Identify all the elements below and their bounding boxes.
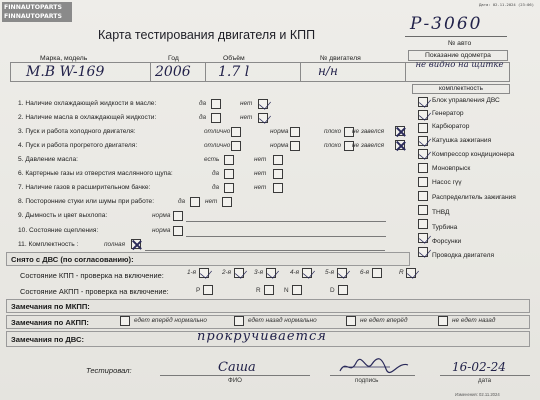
car-number-handwritten: Р-3060 — [410, 14, 483, 34]
kpp-label: Состояние КПП - проверка на включение: — [20, 271, 164, 280]
kit-checkbox-tnvd[interactable] — [418, 205, 428, 215]
kit-checkbox-ignition-coil[interactable] — [418, 136, 428, 146]
opt-normal-label: норма — [270, 142, 289, 149]
kit-checkbox-turbine[interactable] — [418, 219, 428, 229]
tested-by-label: Тестировал: — [86, 366, 132, 375]
gear-4-label: 4-я — [290, 269, 300, 276]
akpp-forward-normal-label: едет вперёд нормально — [134, 317, 207, 324]
fio-handwritten: Саша — [218, 360, 256, 375]
odometer-handwritten: не видно на щитке — [415, 60, 504, 70]
akpp-no-back-checkbox[interactable] — [438, 316, 448, 326]
q11-notes-line[interactable] — [145, 250, 385, 251]
akpp-back-normal-label: едет назад нормально — [248, 317, 317, 324]
opt-no-label: нет — [254, 170, 267, 177]
opt-not-started-label: не завелся — [352, 142, 385, 149]
q3-excellent-checkbox[interactable] — [231, 127, 241, 137]
question-6: 6. Картерные газы из отверстия маслянного щупа: — [18, 170, 173, 177]
opt-present-label: есть — [204, 156, 220, 163]
mode-r-checkbox[interactable] — [264, 285, 274, 295]
q1-no-checkbox[interactable] — [258, 99, 268, 109]
opt-not-started-label: не завелся — [352, 128, 385, 135]
date-line — [440, 375, 530, 376]
page-title: Карта тестирования двигателя и КПП — [98, 28, 316, 42]
akpp-back-normal-checkbox[interactable] — [234, 316, 244, 326]
opt-no-label: нет — [240, 100, 253, 107]
q2-no-checkbox[interactable] — [258, 113, 268, 123]
kit-checkbox-carburetor[interactable] — [418, 123, 428, 133]
col-engine-number: № двигателя — [320, 55, 361, 62]
kit-checkbox-ac-compressor[interactable] — [418, 149, 428, 159]
q6-no-checkbox[interactable] — [273, 169, 283, 179]
q11-full-checkbox[interactable] — [131, 239, 141, 249]
question-3: 3. Пуск и работа холодного двигателя: — [18, 128, 136, 135]
kit-item-distributor: Распределитель зажигания — [432, 194, 516, 201]
mode-n-label: N — [284, 287, 289, 294]
q9-notes-line[interactable] — [186, 221, 386, 222]
kit-item-ac-compressor: Компрессор кондиционера — [432, 151, 515, 158]
q5-present-checkbox[interactable] — [224, 155, 234, 165]
opt-normal-label: норма — [152, 227, 171, 234]
opt-normal-label: норма — [270, 128, 289, 135]
dvs-remarks-handwritten: прокручивается — [197, 329, 327, 344]
opt-yes-label: да — [212, 184, 220, 191]
year-handwritten: 2006 — [155, 64, 191, 80]
question-5: 5. Давление масла: — [18, 156, 79, 163]
header-divider — [300, 62, 301, 82]
mode-n-checkbox[interactable] — [292, 285, 302, 295]
gear-5-checkbox[interactable] — [337, 268, 347, 278]
akpp-no-forward-checkbox[interactable] — [346, 316, 356, 326]
mode-r-label: R — [256, 287, 261, 294]
logo-line-2: FINNAUTOPARTS — [4, 13, 62, 20]
question-10: 10. Состояние сцепления: — [18, 227, 99, 234]
kit-item-tnvd: ТНВД — [432, 209, 450, 216]
gear-1-label: 1-я — [187, 269, 197, 276]
kit-checkbox-distributor[interactable] — [418, 191, 428, 201]
gear-2-checkbox[interactable] — [234, 268, 244, 278]
kit-item-power-steering-pump: Насос гүү — [432, 179, 462, 186]
kit-checkbox-injectors[interactable] — [418, 233, 428, 243]
opt-excellent-label: отлично — [204, 128, 231, 135]
logo-line-1: FINNAUTOPARTS — [4, 4, 62, 11]
opt-no-label: нет — [254, 156, 267, 163]
kit-item-wiring: Проводка двигателя — [432, 252, 495, 259]
akpp-no-forward-label: не едет вперёд — [360, 317, 408, 324]
q10-notes-line[interactable] — [186, 236, 386, 237]
gear-r-label: R — [399, 269, 404, 276]
kit-item-injectors: Форсунки — [432, 238, 462, 245]
watermark-logo — [2, 2, 72, 22]
question-9: 9. Дымность и цвет выхлопа: — [18, 212, 108, 219]
col-make-model: Марка, модель — [40, 55, 88, 62]
fio-line — [160, 375, 310, 376]
engine-number-handwritten: н/н — [318, 64, 338, 78]
car-number-label: № авто — [448, 40, 472, 47]
question-11: 11. Комплектность : — [18, 241, 79, 248]
question-1: 1. Наличие охлаждающей жидкости в масле: — [18, 100, 157, 107]
question-4: 4. Пуск и работа прогретого двигателя: — [18, 142, 138, 149]
kit-checkbox-monoinjection[interactable] — [418, 163, 428, 173]
header-divider — [405, 62, 406, 82]
mkpp-remarks-bar[interactable] — [6, 299, 530, 313]
akpp-forward-normal-checkbox[interactable] — [120, 316, 130, 326]
kit-title: комплектность — [412, 84, 510, 94]
bottom-note: Изменения: 02.11.2024 — [455, 392, 500, 397]
kit-item-turbine: Турбина — [432, 224, 458, 231]
removed-from-engine-label: Снято с ДВС (по согласованию): — [11, 255, 134, 264]
gear-2-label: 2-я — [222, 269, 232, 276]
opt-yes-label: да — [178, 198, 186, 205]
q1-yes-checkbox[interactable] — [211, 99, 221, 109]
q4-excellent-checkbox[interactable] — [231, 141, 241, 151]
col-volume: Объём — [223, 55, 245, 62]
kit-item-monoinjection: Моновпрыск — [432, 165, 471, 172]
kit-item-ecu: Блок управления ДВС — [432, 97, 500, 104]
q8-yes-checkbox[interactable] — [190, 197, 200, 207]
header-divider — [205, 62, 206, 82]
kit-checkbox-power-steering-pump[interactable] — [418, 177, 428, 187]
gear-6-checkbox[interactable] — [372, 268, 382, 278]
q3-normal-checkbox[interactable] — [290, 127, 300, 137]
q4-not-started-checkbox[interactable] — [395, 140, 405, 150]
col-odometer: Показание одометра — [408, 50, 508, 61]
opt-no-label: нет — [240, 114, 253, 121]
question-2: 2. Наличие масла в охлаждающей жидкости: — [18, 114, 157, 121]
gear-3-checkbox[interactable] — [266, 268, 276, 278]
q10-normal-checkbox[interactable] — [173, 226, 183, 236]
question-7: 7. Наличие газов в расширительном бачке: — [18, 184, 151, 191]
gear-3-label: 3-я — [254, 269, 264, 276]
q7-no-checkbox[interactable] — [273, 183, 283, 193]
kit-checkbox-wiring[interactable] — [418, 247, 428, 257]
col-year: Год — [168, 55, 179, 62]
opt-bad-label: плохо — [324, 128, 342, 135]
opt-excellent-label: отлично — [204, 142, 231, 149]
opt-yes-label: да — [199, 114, 207, 121]
q9-normal-checkbox[interactable] — [173, 211, 183, 221]
opt-yes-label: да — [212, 170, 220, 177]
q3-not-started-checkbox[interactable] — [395, 126, 405, 136]
date-handwritten: 16-02-24 — [452, 360, 506, 374]
make-model-handwritten: М.В W-169 — [26, 64, 105, 80]
opt-no-label: нет — [254, 184, 267, 191]
q8-no-checkbox[interactable] — [222, 197, 232, 207]
gear-4-checkbox[interactable] — [302, 268, 312, 278]
fio-caption: ФИО — [228, 377, 242, 384]
opt-full-label: полная — [104, 241, 126, 248]
dvs-remarks-bar[interactable] — [6, 331, 530, 347]
signature-caption: подпись — [355, 377, 379, 384]
removed-from-engine-bar — [6, 252, 410, 266]
header-divider — [150, 62, 151, 82]
opt-yes-label: да — [199, 100, 207, 107]
q2-yes-checkbox[interactable] — [211, 113, 221, 123]
q5-no-checkbox[interactable] — [273, 155, 283, 165]
opt-no-label: нет — [205, 198, 218, 205]
akpp-remarks-label: Замечания по АКПП: — [11, 318, 89, 327]
dvs-remarks-label: Замечания по ДВС: — [11, 335, 85, 344]
gear-5-label: 5-я — [325, 269, 335, 276]
mode-p-label: P — [196, 287, 201, 294]
signature-scribble — [338, 355, 410, 377]
q6-yes-checkbox[interactable] — [224, 169, 234, 179]
gear-1-checkbox[interactable] — [199, 268, 209, 278]
date-caption: дата — [478, 377, 492, 384]
q7-yes-checkbox[interactable] — [224, 183, 234, 193]
car-number-underline — [405, 36, 507, 37]
gear-6-label: 6-я — [360, 269, 370, 276]
mode-d-checkbox[interactable] — [338, 285, 348, 295]
mode-d-label: D — [330, 287, 335, 294]
mkpp-remarks-label: Замечания по МКПП: — [11, 302, 90, 311]
kit-checkbox-ecu[interactable] — [418, 97, 428, 107]
opt-bad-label: плохо — [324, 142, 342, 149]
volume-handwritten: 1.7 l — [218, 64, 250, 80]
print-stamp: Дата: 02.11.2024 (23:06) — [479, 2, 534, 7]
gear-r-checkbox[interactable] — [406, 268, 416, 278]
opt-normal-label: норма — [152, 212, 171, 219]
kit-item-carburetor: Карбюратор — [432, 123, 470, 130]
akpp-no-back-label: не едет назад — [452, 317, 496, 324]
mode-p-checkbox[interactable] — [203, 285, 213, 295]
question-8: 8. Посторонние стуки или шумы при работе: — [18, 198, 155, 205]
kit-checkbox-generator[interactable] — [418, 110, 428, 120]
kit-item-ignition-coil: Катушка зажигания — [432, 137, 492, 144]
kit-item-generator: Генератор — [432, 110, 464, 117]
q4-normal-checkbox[interactable] — [290, 141, 300, 151]
akpp-label: Состояние АКПП - проверка на включение: — [20, 287, 169, 296]
